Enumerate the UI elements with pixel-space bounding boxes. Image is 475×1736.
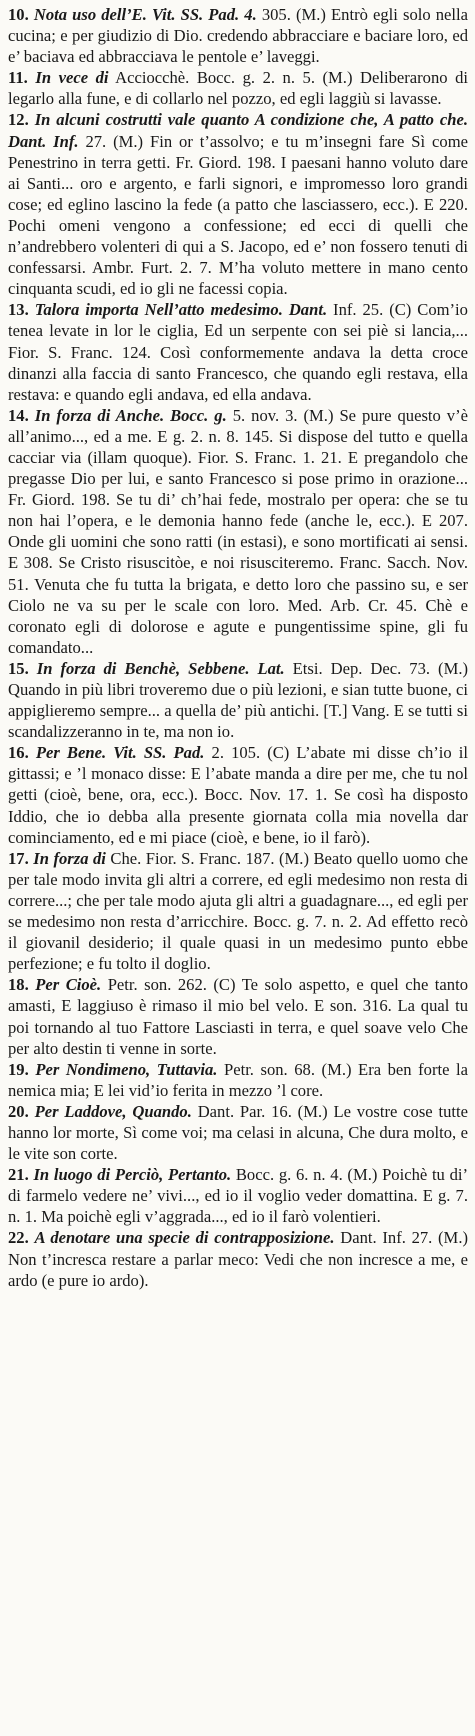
entry-text: Petr. son. 262. (C) Te solo aspetto, e quel che tanto amasti, E laggiuso è rimaso il mio bel velo. E son. 316. La qual tu poi tornando al tuo Fattore Lasciasti in terra, e quel soave velo Che per alto destin ti venne in sorte.	[8, 975, 468, 1058]
entry-heading: In forza di Anche. Bocc. g.	[34, 405, 227, 425]
entry-number: 10.	[8, 5, 29, 24]
entry-heading: Per Bene. Vit. SS. Pad.	[35, 743, 205, 763]
entry-text: Bocc. g. 6. n. 4. (M.) Poichè tu di’ di farmelo vedere ne’ vivi..., ed io il voglio veder domattina. E g. 7. n. 1. Ma poichè egli v’aggrada..., ed io il farò volentieri.	[8, 1165, 468, 1227]
entry-text: Petr. son. 68. (M.) Era ben forte la nemica mia; E lei vid’io ferita in mezzo ’l core.	[8, 1059, 468, 1100]
entry-text: Dant. Inf. 27. (M.) Non t’incresca restare a parlar meco: Vedi che non incresce a me, e ardo (e pure io ardo).	[8, 1228, 468, 1290]
entry-17	[8, 848, 468, 975]
entry-text: 5. nov. 3. (M.) Se pure questo v’è all’animo..., ed a me. E g. 2. n. 8. 145. Si dispose del tutto e quella cacciar via (illam quoque). Fior. S. Franc. 1. 21. E pregandolo che pregasse Dio per lui, e santo Francesco si pose primo in orazione... Fr. Giord. 198. Se tu di’ ch’hai fede, mostralo per opera: che se tu non hai l’opera, e le demonia hanno fede (anche le, ecc.). E 207. Onde gli uomini che sono ratti (in estasi), e sono mortificati ai sensi. E 308. Se Cristo risuscitòe, e noi risusciteremo. Franc. Sacch. Nov. 51. Venuta che fu tutta la brigata, e detto loro che passino su, e ser Ciolo ne va su per le scale con loro. Med. Arb. Cr. 45. Chè e coronato egli di dolorose e agute e pungentissime spine, gli fu comandato...	[8, 405, 468, 657]
entry-number: 19.	[8, 1059, 29, 1079]
entry-text: 27. (M.) Fin or t’assolvo; e tu m’insegni fare Sì come Penestrino in terra getti. Fr. Giord. 198. I paesani hanno voluto dare ai Santi... oro e argento, e farli signori, e impromesso loro grandi cose; ed eglino lascino la fede (a patto che lasciassero, ecc.). E 220. Pochi omeni vengono a confessione; ed ecci di quelli che n’andrebbero volenteri di qui a S. Jacopo, ed e’ non fossero tenuti di confessarsi. Ambr. Furt. 2. 7. M’ha voluto mettere in mano cento cinquanta scudi, ed io gli ne facessi copia.	[8, 131, 468, 299]
entry-heading: In vece di	[35, 68, 109, 88]
entry-18	[8, 974, 468, 1058]
entry-19	[8, 1059, 468, 1101]
entry-heading: In forza di	[33, 848, 106, 868]
entry-heading: A denotare una specie di contrapposizione.	[34, 1228, 335, 1248]
entry-number: 14.	[8, 405, 29, 425]
entry-11	[8, 67, 468, 109]
entry-20	[8, 1101, 468, 1164]
entry-number: 21.	[8, 1165, 29, 1185]
entry-heading: In luogo di Perciò, Pertanto.	[33, 1165, 232, 1185]
entry-number: 12.	[8, 110, 29, 130]
entry-text: Che. Fior. S. Franc. 187. (M.) Beato quello uomo che per tale modo invita gli altri a correre, ed egli medesimo non resta di correre...; che per tale modo ajuta gli altri a guadagnare..., ed egli per se medesimo non resta d’arricchire. Bocc. g. 7. n. 2. Ad effetto recò il giovanil desiderio; il quale quasi in un medesimo punto ebbe perfezione; e fu tolto il doglio.	[8, 848, 468, 974]
entry-number: 22.	[8, 1228, 29, 1248]
entry-number: 17.	[8, 848, 29, 868]
entry-number: 18.	[8, 975, 29, 995]
entry-number: 13.	[8, 300, 29, 320]
entry-heading: In forza di Benchè, Sebbene. Lat.	[36, 658, 285, 678]
entry-text: 305. (M.) Entrò egli solo nella cucina; e per giudizio di Dio. credendo abbracciare e baciare loro, ed e’ baciava ed abbracciava le pentole e’ laveggi.	[8, 5, 469, 67]
entry-12	[8, 109, 468, 299]
entry-text: Etsi. Dep. Dec. 73. (M.) Quando in più libri troveremo due o più lezioni, e sian tutte buone, ci appiglieremo sempre... a quella de’ più antichi. [T.] Vang. E se tutti si scandalizzeranno in te, ma non io.	[8, 658, 468, 742]
entry-number: 20.	[8, 1101, 29, 1121]
entry-number: 16.	[8, 743, 29, 763]
entry-heading: Talora importa Nell’atto medesimo. Dant.	[34, 300, 328, 320]
entry-text: Inf. 25. (C) Com’io tenea levate in lor le ciglia, Ed un serpente con sei piè si lancia,... Fior. S. Franc. 124. Così conformemente andava la detta croce dinanzi alla faccia di santo Francesco, che quando egli restava, ella restava: e quando egli andava, ed ella andava.	[8, 300, 468, 404]
entry-number: 15.	[8, 658, 29, 678]
entry-14	[8, 405, 468, 658]
entry-heading: Per Cioè.	[35, 975, 102, 995]
entry-13	[8, 299, 468, 404]
entry-15	[8, 658, 468, 742]
entry-heading: Per Nondimeno, Tuttavia.	[35, 1059, 218, 1079]
entry-heading: Per Laddove, Quando.	[34, 1101, 192, 1121]
entry-heading: In alcuni costrutti vale quanto A condizione che, A patto che. Dant. Inf.	[8, 110, 468, 151]
entry-21	[8, 1164, 468, 1227]
entry-22	[8, 1227, 468, 1290]
entry-text: Acciocchè. Bocc. g. 2. n. 5. (M.) Deliberarono di legarlo alla fune, e di collarlo nel pozzo, ed egli laggiù si lavasse.	[8, 68, 468, 109]
entry-heading: Nota uso dell’E. Vit. SS. Pad. 4.	[33, 5, 257, 24]
entry-16	[8, 742, 468, 847]
entry-number: 11.	[8, 68, 28, 88]
entry-text: 2. 105. (C) L’abate mi disse ch’io il gittassi; e ’l monaco disse: E l’abate manda a dire per me, che tu nol getti (cioè, bene, ora, ecc.). Bocc. Nov. 17. 1. Se così ha disposto Iddio, che io debba alla presente giornata colla mia novella dar cominciamento, ed e mi piace (cioè, e bene, io il farò).	[8, 743, 469, 847]
entry-text: Dant. Par. 16. (M.) Le vostre cose tutte hanno lor morte, Sì come voi; ma celasi in alcuna, Che dura molto, e le vite son corte.	[8, 1101, 468, 1164]
entry-10	[8, 4, 468, 67]
